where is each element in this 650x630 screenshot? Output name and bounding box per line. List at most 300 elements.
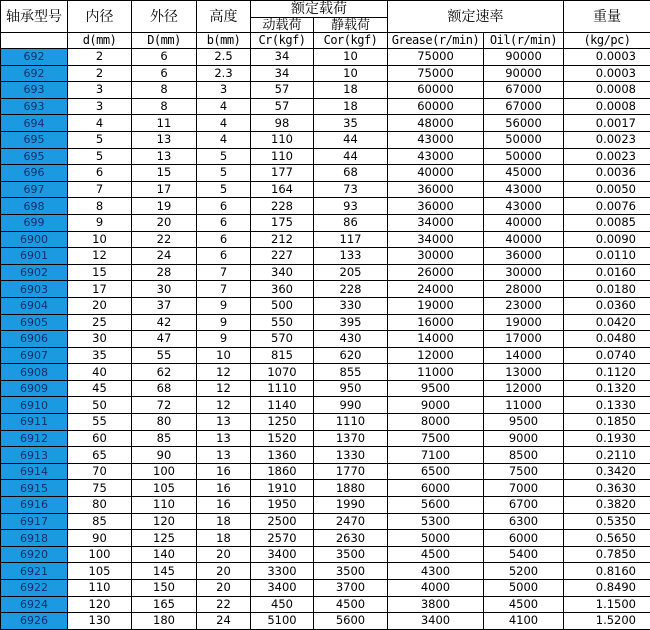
outer-diameter-cell: 22 [132, 231, 197, 248]
static-load-cell: 3500 [314, 546, 388, 563]
oil-speed-cell: 17000 [484, 331, 564, 348]
weight-cell: 0.0003 [564, 65, 650, 82]
inner-diameter-cell: 25 [68, 314, 132, 331]
inner-diameter-cell: 85 [68, 513, 132, 530]
grease-speed-cell: 75000 [388, 65, 484, 82]
header-unit-d: d(mm) [68, 33, 132, 49]
static-load-cell: 2630 [314, 530, 388, 547]
static-load-cell: 44 [314, 131, 388, 148]
grease-speed-cell: 48000 [388, 115, 484, 132]
static-load-cell: 4500 [314, 596, 388, 613]
table-row [1, 596, 650, 613]
model-cell: 6920 [1, 546, 68, 563]
weight-cell: 0.8490 [564, 580, 650, 597]
grease-speed-cell: 3800 [388, 596, 484, 613]
model-cell: 6916 [1, 497, 68, 514]
oil-speed-cell: 9500 [484, 414, 564, 431]
grease-speed-cell: 43000 [388, 148, 484, 165]
weight-cell: 0.0017 [564, 115, 650, 132]
height-cell: 16 [197, 497, 251, 514]
model-cell: 6917 [1, 513, 68, 530]
table-body [1, 49, 650, 630]
table-row [1, 82, 650, 99]
dynamic-load-cell: 175 [251, 214, 314, 231]
grease-speed-cell: 6500 [388, 463, 484, 480]
static-load-cell: 620 [314, 347, 388, 364]
outer-diameter-cell: 140 [132, 546, 197, 563]
outer-diameter-cell: 100 [132, 463, 197, 480]
table-row [1, 530, 650, 547]
inner-diameter-cell: 2 [68, 49, 132, 66]
outer-diameter-cell: 13 [132, 131, 197, 148]
outer-diameter-cell: 105 [132, 480, 197, 497]
height-cell: 22 [197, 596, 251, 613]
grease-speed-cell: 60000 [388, 82, 484, 99]
grease-speed-cell: 5000 [388, 530, 484, 547]
weight-cell: 0.1930 [564, 430, 650, 447]
static-load-cell: 3700 [314, 580, 388, 597]
height-cell: 5 [197, 165, 251, 182]
table-row [1, 580, 650, 597]
outer-diameter-cell: 85 [132, 430, 197, 447]
dynamic-load-cell: 2500 [251, 513, 314, 530]
height-cell: 7 [197, 264, 251, 281]
model-cell: 6918 [1, 530, 68, 547]
grease-speed-cell: 36000 [388, 181, 484, 198]
dynamic-load-cell: 1860 [251, 463, 314, 480]
table-row [1, 198, 650, 215]
dynamic-load-cell: 1250 [251, 414, 314, 431]
table-row [1, 314, 650, 331]
static-load-cell: 44 [314, 148, 388, 165]
static-load-cell: 18 [314, 82, 388, 99]
outer-diameter-cell: 6 [132, 65, 197, 82]
grease-speed-cell: 34000 [388, 214, 484, 231]
static-load-cell: 133 [314, 248, 388, 265]
height-cell: 18 [197, 513, 251, 530]
outer-diameter-cell: 150 [132, 580, 197, 597]
height-cell: 13 [197, 447, 251, 464]
height-cell: 9 [197, 314, 251, 331]
outer-diameter-cell: 19 [132, 198, 197, 215]
height-cell: 2.5 [197, 49, 251, 66]
inner-diameter-cell: 3 [68, 98, 132, 115]
model-cell: 698 [1, 198, 68, 215]
height-cell: 2.3 [197, 65, 251, 82]
dynamic-load-cell: 98 [251, 115, 314, 132]
oil-speed-cell: 6300 [484, 513, 564, 530]
inner-diameter-cell: 5 [68, 148, 132, 165]
inner-diameter-cell: 5 [68, 131, 132, 148]
table-row [1, 264, 650, 281]
outer-diameter-cell: 47 [132, 331, 197, 348]
outer-diameter-cell: 55 [132, 347, 197, 364]
weight-cell: 0.0360 [564, 297, 650, 314]
header-unit-b: b(mm) [197, 33, 251, 49]
table-row [1, 497, 650, 514]
grease-speed-cell: 43000 [388, 131, 484, 148]
oil-speed-cell: 90000 [484, 49, 564, 66]
height-cell: 6 [197, 231, 251, 248]
height-cell: 6 [197, 198, 251, 215]
dynamic-load-cell: 3300 [251, 563, 314, 580]
inner-diameter-cell: 9 [68, 214, 132, 231]
dynamic-load-cell: 450 [251, 596, 314, 613]
oil-speed-cell: 50000 [484, 131, 564, 148]
outer-diameter-cell: 120 [132, 513, 197, 530]
header-height: 高度 [197, 1, 251, 33]
model-cell: 6901 [1, 248, 68, 265]
static-load-cell: 5600 [314, 613, 388, 630]
weight-cell: 0.0090 [564, 231, 650, 248]
oil-speed-cell: 5000 [484, 580, 564, 597]
inner-diameter-cell: 90 [68, 530, 132, 547]
oil-speed-cell: 43000 [484, 198, 564, 215]
height-cell: 4 [197, 98, 251, 115]
dynamic-load-cell: 1070 [251, 364, 314, 381]
grease-speed-cell: 9500 [388, 380, 484, 397]
static-load-cell: 1370 [314, 430, 388, 447]
table-row [1, 463, 650, 480]
dynamic-load-cell: 1950 [251, 497, 314, 514]
oil-speed-cell: 40000 [484, 231, 564, 248]
model-cell: 6915 [1, 480, 68, 497]
model-cell: 695 [1, 148, 68, 165]
oil-speed-cell: 8500 [484, 447, 564, 464]
dynamic-load-cell: 3400 [251, 580, 314, 597]
model-cell: 6902 [1, 264, 68, 281]
header-inner-diameter: 内径 [68, 1, 132, 33]
weight-cell: 0.0036 [564, 165, 650, 182]
grease-speed-cell: 4500 [388, 546, 484, 563]
table-row [1, 49, 650, 66]
inner-diameter-cell: 2 [68, 65, 132, 82]
inner-diameter-cell: 35 [68, 347, 132, 364]
header-unit-weight: (kg/pc) [564, 33, 650, 49]
height-cell: 18 [197, 530, 251, 547]
dynamic-load-cell: 110 [251, 131, 314, 148]
oil-speed-cell: 28000 [484, 281, 564, 298]
grease-speed-cell: 5300 [388, 513, 484, 530]
outer-diameter-cell: 165 [132, 596, 197, 613]
header-unit-D: D(mm) [132, 33, 197, 49]
height-cell: 20 [197, 546, 251, 563]
oil-speed-cell: 14000 [484, 347, 564, 364]
oil-speed-cell: 56000 [484, 115, 564, 132]
inner-diameter-cell: 20 [68, 297, 132, 314]
outer-diameter-cell: 28 [132, 264, 197, 281]
oil-speed-cell: 7500 [484, 463, 564, 480]
header-unit-grease: Grease(r/min) [388, 33, 484, 49]
inner-diameter-cell: 30 [68, 331, 132, 348]
outer-diameter-cell: 8 [132, 82, 197, 99]
header-unit-blank [1, 33, 68, 49]
outer-diameter-cell: 145 [132, 563, 197, 580]
static-load-cell: 1990 [314, 497, 388, 514]
header-weight: 重量 [564, 1, 650, 33]
oil-speed-cell: 4100 [484, 613, 564, 630]
model-cell: 692 [1, 65, 68, 82]
weight-cell: 0.1330 [564, 397, 650, 414]
static-load-cell: 3500 [314, 563, 388, 580]
outer-diameter-cell: 180 [132, 613, 197, 630]
oil-speed-cell: 7000 [484, 480, 564, 497]
dynamic-load-cell: 815 [251, 347, 314, 364]
outer-diameter-cell: 42 [132, 314, 197, 331]
weight-cell: 0.3820 [564, 497, 650, 514]
grease-speed-cell: 60000 [388, 98, 484, 115]
dynamic-load-cell: 34 [251, 49, 314, 66]
oil-speed-cell: 43000 [484, 181, 564, 198]
table-row [1, 165, 650, 182]
grease-speed-cell: 7100 [388, 447, 484, 464]
static-load-cell: 93 [314, 198, 388, 215]
inner-diameter-cell: 17 [68, 281, 132, 298]
static-load-cell: 855 [314, 364, 388, 381]
table-row [1, 447, 650, 464]
inner-diameter-cell: 6 [68, 165, 132, 182]
oil-speed-cell: 40000 [484, 214, 564, 231]
static-load-cell: 10 [314, 65, 388, 82]
height-cell: 9 [197, 331, 251, 348]
dynamic-load-cell: 164 [251, 181, 314, 198]
model-cell: 6922 [1, 580, 68, 597]
outer-diameter-cell: 17 [132, 181, 197, 198]
inner-diameter-cell: 60 [68, 430, 132, 447]
grease-speed-cell: 26000 [388, 264, 484, 281]
grease-speed-cell: 8000 [388, 414, 484, 431]
inner-diameter-cell: 65 [68, 447, 132, 464]
inner-diameter-cell: 45 [68, 380, 132, 397]
grease-speed-cell: 30000 [388, 248, 484, 265]
weight-cell: 0.0023 [564, 131, 650, 148]
inner-diameter-cell: 7 [68, 181, 132, 198]
weight-cell: 0.5650 [564, 530, 650, 547]
model-cell: 6907 [1, 347, 68, 364]
dynamic-load-cell: 57 [251, 98, 314, 115]
table-row [1, 214, 650, 231]
table-row [1, 380, 650, 397]
table-row [1, 131, 650, 148]
oil-speed-cell: 23000 [484, 297, 564, 314]
outer-diameter-cell: 6 [132, 49, 197, 66]
grease-speed-cell: 4300 [388, 563, 484, 580]
height-cell: 4 [197, 131, 251, 148]
model-cell: 697 [1, 181, 68, 198]
model-cell: 6903 [1, 281, 68, 298]
dynamic-load-cell: 5100 [251, 613, 314, 630]
table-row [1, 115, 650, 132]
table-row [1, 98, 650, 115]
weight-cell: 0.0740 [564, 347, 650, 364]
model-cell: 6908 [1, 364, 68, 381]
weight-cell: 0.0023 [564, 148, 650, 165]
inner-diameter-cell: 55 [68, 414, 132, 431]
weight-cell: 0.0160 [564, 264, 650, 281]
oil-speed-cell: 4500 [484, 596, 564, 613]
dynamic-load-cell: 360 [251, 281, 314, 298]
grease-speed-cell: 6000 [388, 480, 484, 497]
dynamic-load-cell: 3400 [251, 546, 314, 563]
table-row [1, 546, 650, 563]
inner-diameter-cell: 4 [68, 115, 132, 132]
table-row [1, 148, 650, 165]
weight-cell: 0.3630 [564, 480, 650, 497]
grease-speed-cell: 19000 [388, 297, 484, 314]
oil-speed-cell: 19000 [484, 314, 564, 331]
table-row [1, 231, 650, 248]
weight-cell: 0.7850 [564, 546, 650, 563]
static-load-cell: 10 [314, 49, 388, 66]
weight-cell: 0.0076 [564, 198, 650, 215]
table-row [1, 331, 650, 348]
weight-cell: 0.8160 [564, 563, 650, 580]
height-cell: 12 [197, 397, 251, 414]
model-cell: 6912 [1, 430, 68, 447]
height-cell: 12 [197, 364, 251, 381]
header-unit-oil: Oil(r/min) [484, 33, 564, 49]
table-row [1, 248, 650, 265]
model-cell: 693 [1, 98, 68, 115]
oil-speed-cell: 67000 [484, 98, 564, 115]
inner-diameter-cell: 80 [68, 497, 132, 514]
inner-diameter-cell: 120 [68, 596, 132, 613]
outer-diameter-cell: 11 [132, 115, 197, 132]
weight-cell: 0.0180 [564, 281, 650, 298]
header-unit-cr: Cr(kgf) [251, 33, 314, 49]
height-cell: 3 [197, 82, 251, 99]
height-cell: 20 [197, 563, 251, 580]
grease-speed-cell: 3400 [388, 613, 484, 630]
static-load-cell: 395 [314, 314, 388, 331]
weight-cell: 0.0008 [564, 98, 650, 115]
dynamic-load-cell: 500 [251, 297, 314, 314]
model-cell: 695 [1, 131, 68, 148]
dynamic-load-cell: 57 [251, 82, 314, 99]
grease-speed-cell: 9000 [388, 397, 484, 414]
height-cell: 6 [197, 214, 251, 231]
table-row [1, 414, 650, 431]
height-cell: 6 [197, 248, 251, 265]
grease-speed-cell: 5600 [388, 497, 484, 514]
outer-diameter-cell: 125 [132, 530, 197, 547]
model-cell: 6906 [1, 331, 68, 348]
static-load-cell: 1330 [314, 447, 388, 464]
static-load-cell: 35 [314, 115, 388, 132]
header-rated-load: 额定载荷 [251, 1, 388, 18]
model-cell: 6926 [1, 613, 68, 630]
oil-speed-cell: 36000 [484, 248, 564, 265]
inner-diameter-cell: 70 [68, 463, 132, 480]
dynamic-load-cell: 1140 [251, 397, 314, 414]
static-load-cell: 86 [314, 214, 388, 231]
height-cell: 5 [197, 148, 251, 165]
grease-speed-cell: 75000 [388, 49, 484, 66]
outer-diameter-cell: 37 [132, 297, 197, 314]
dynamic-load-cell: 550 [251, 314, 314, 331]
grease-speed-cell: 16000 [388, 314, 484, 331]
dynamic-load-cell: 228 [251, 198, 314, 215]
model-cell: 6921 [1, 563, 68, 580]
static-load-cell: 68 [314, 165, 388, 182]
oil-speed-cell: 6700 [484, 497, 564, 514]
weight-cell: 0.1850 [564, 414, 650, 431]
dynamic-load-cell: 227 [251, 248, 314, 265]
weight-cell: 0.3420 [564, 463, 650, 480]
static-load-cell: 1770 [314, 463, 388, 480]
dynamic-load-cell: 1360 [251, 447, 314, 464]
dynamic-load-cell: 34 [251, 65, 314, 82]
grease-speed-cell: 11000 [388, 364, 484, 381]
static-load-cell: 950 [314, 380, 388, 397]
inner-diameter-cell: 15 [68, 264, 132, 281]
model-cell: 6910 [1, 397, 68, 414]
oil-speed-cell: 6000 [484, 530, 564, 547]
weight-cell: 0.5350 [564, 513, 650, 530]
weight-cell: 0.0085 [564, 214, 650, 231]
inner-diameter-cell: 50 [68, 397, 132, 414]
outer-diameter-cell: 62 [132, 364, 197, 381]
height-cell: 20 [197, 580, 251, 597]
grease-speed-cell: 4000 [388, 580, 484, 597]
table-row [1, 513, 650, 530]
model-cell: 6905 [1, 314, 68, 331]
inner-diameter-cell: 12 [68, 248, 132, 265]
weight-cell: 0.2110 [564, 447, 650, 464]
weight-cell: 0.0110 [564, 248, 650, 265]
dynamic-load-cell: 110 [251, 148, 314, 165]
inner-diameter-cell: 8 [68, 198, 132, 215]
table-row [1, 397, 650, 414]
oil-speed-cell: 9000 [484, 430, 564, 447]
static-load-cell: 117 [314, 231, 388, 248]
dynamic-load-cell: 177 [251, 165, 314, 182]
table-row [1, 563, 650, 580]
table-row [1, 364, 650, 381]
static-load-cell: 990 [314, 397, 388, 414]
model-cell: 6900 [1, 231, 68, 248]
weight-cell: 0.0420 [564, 314, 650, 331]
height-cell: 4 [197, 115, 251, 132]
weight-cell: 0.0480 [564, 331, 650, 348]
model-cell: 696 [1, 165, 68, 182]
outer-diameter-cell: 90 [132, 447, 197, 464]
header-dynamic-load: 动载荷 [251, 18, 314, 33]
inner-diameter-cell: 3 [68, 82, 132, 99]
table-row [1, 281, 650, 298]
weight-cell: 0.0008 [564, 82, 650, 99]
table-row [1, 613, 650, 630]
oil-speed-cell: 50000 [484, 148, 564, 165]
height-cell: 10 [197, 347, 251, 364]
outer-diameter-cell: 8 [132, 98, 197, 115]
static-load-cell: 2470 [314, 513, 388, 530]
header-rated-speed: 额定速率 [388, 1, 564, 33]
inner-diameter-cell: 40 [68, 364, 132, 381]
grease-speed-cell: 40000 [388, 165, 484, 182]
grease-speed-cell: 36000 [388, 198, 484, 215]
static-load-cell: 228 [314, 281, 388, 298]
dynamic-load-cell: 1910 [251, 480, 314, 497]
oil-speed-cell: 67000 [484, 82, 564, 99]
model-cell: 6911 [1, 414, 68, 431]
oil-speed-cell: 5200 [484, 563, 564, 580]
static-load-cell: 330 [314, 297, 388, 314]
weight-cell: 1.5200 [564, 613, 650, 630]
inner-diameter-cell: 100 [68, 546, 132, 563]
dynamic-load-cell: 570 [251, 331, 314, 348]
model-cell: 6913 [1, 447, 68, 464]
